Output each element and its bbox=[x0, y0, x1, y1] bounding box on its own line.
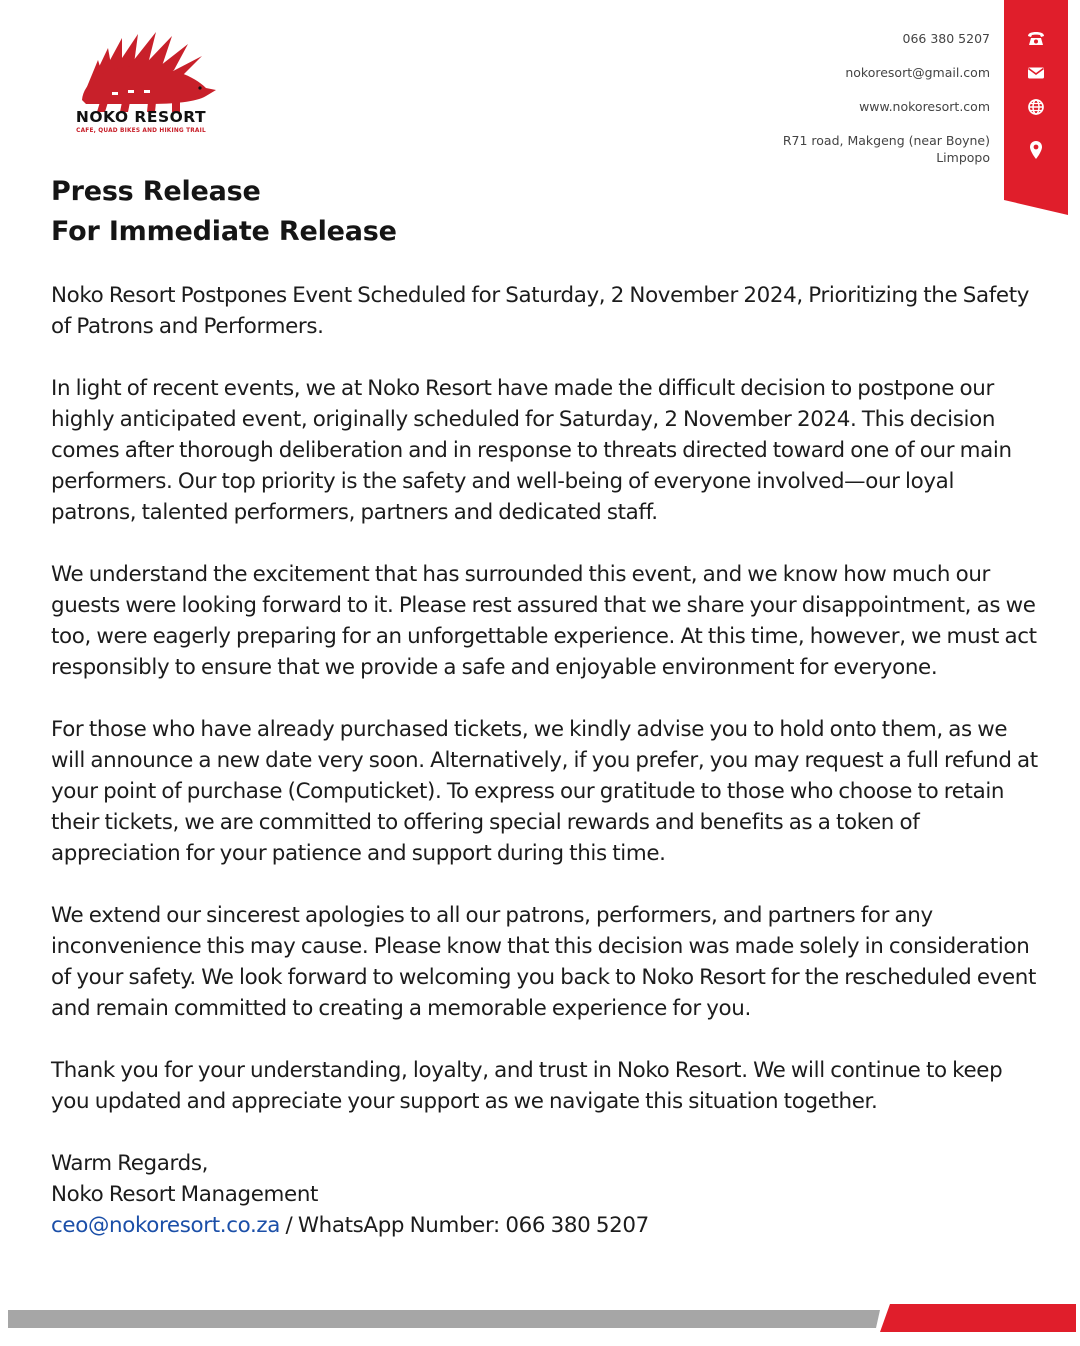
contact-address-line1: R71 road, Makgeng (near Boyne) bbox=[782, 133, 990, 148]
noko-resort-logo bbox=[56, 30, 232, 140]
paragraph: For those who have already purchased tickets, we kindly advise you to hold onto them, as we will announce a new date very soon. Alternatively, if you prefer, you may request a full refund at your point of purchase (Computicket). To express our gratitude to those who choose to retain their tickets, we are committed to offering special rewards and benefits as a token of appreciation for your patience and support during this time. bbox=[51, 717, 1038, 866]
signature-from: Noko Resort Management bbox=[51, 1182, 319, 1207]
footer-gray-bar bbox=[8, 1310, 880, 1328]
contact-address-line2: Limpopo bbox=[936, 150, 990, 165]
paragraph: Noko Resort Postpones Event Scheduled for Saturday, 2 November 2024, Prioritizing the Safety of Patrons and Performers. bbox=[51, 283, 1030, 339]
contact-email[interactable]: nokoresort@gmail.com bbox=[845, 65, 990, 80]
press-release-body bbox=[51, 280, 1041, 1241]
logo-name: NOKO RESORT bbox=[75, 108, 207, 126]
contact-address bbox=[783, 132, 990, 166]
heading-line2: For Immediate Release bbox=[51, 216, 397, 247]
contact-phone[interactable]: 066 380 5207 bbox=[902, 31, 990, 46]
press-release-heading bbox=[51, 172, 397, 252]
envelope-icon bbox=[1024, 61, 1048, 85]
signature-closing: Warm Regards, bbox=[51, 1151, 209, 1176]
ceo-email-link[interactable]: ceo@nokoresort.co.za bbox=[51, 1213, 281, 1238]
contact-website[interactable]: www.nokoresort.com bbox=[859, 99, 990, 114]
heading-line1: Press Release bbox=[51, 176, 261, 207]
paragraph: We extend our sincerest apologies to all our patrons, performers, and partners for any inconvenience this may cause. Please know that this decision was made solely in consideration of your safety. We look forward to welcoming you back to Noko Resort for the rescheduled event and remain committed to creating a memorable experience for you. bbox=[51, 903, 1037, 1021]
globe-icon bbox=[1024, 95, 1048, 119]
phone-icon bbox=[1024, 27, 1048, 51]
paragraph: In light of recent events, we at Noko Resort have made the difficult decision to postpone our highly anticipated event, originally scheduled for Saturday, 2 November 2024. This decision comes after thorough deliberation and in response to threats directed toward one of our main performers. Our top priority is the safety and well-being of everyone involved—our loyal patrons, talented performers, partners and dedicated staff. bbox=[51, 376, 1012, 525]
location-pin-icon bbox=[1024, 138, 1048, 162]
paragraph: We understand the excitement that has surrounded this event, and we know how much our guests were looking forward to it. Please rest assured that we share your disappointment, as we too, were eagerly preparing for an unforgettable experience. At this time, however, we must act responsibly to ensure that we provide a safe and enjoyable environment for everyone. bbox=[51, 562, 1037, 680]
porcupine-logo-icon bbox=[78, 30, 218, 112]
whatsapp-number: / WhatsApp Number: 066 380 5207 bbox=[280, 1213, 649, 1238]
signature-block bbox=[51, 1148, 1041, 1241]
signature-contact-line bbox=[51, 1210, 1041, 1241]
footer-bars bbox=[0, 1304, 1080, 1344]
footer-red-bar bbox=[880, 1304, 1076, 1332]
paragraph: Thank you for your understanding, loyalty, and trust in Noko Resort. We will continue to keep you updated and appreciate your support as we navigate this situation together. bbox=[51, 1058, 1003, 1114]
logo-tagline: CAFE, QUAD BIKES AND HIKING TRAIL bbox=[76, 128, 206, 134]
